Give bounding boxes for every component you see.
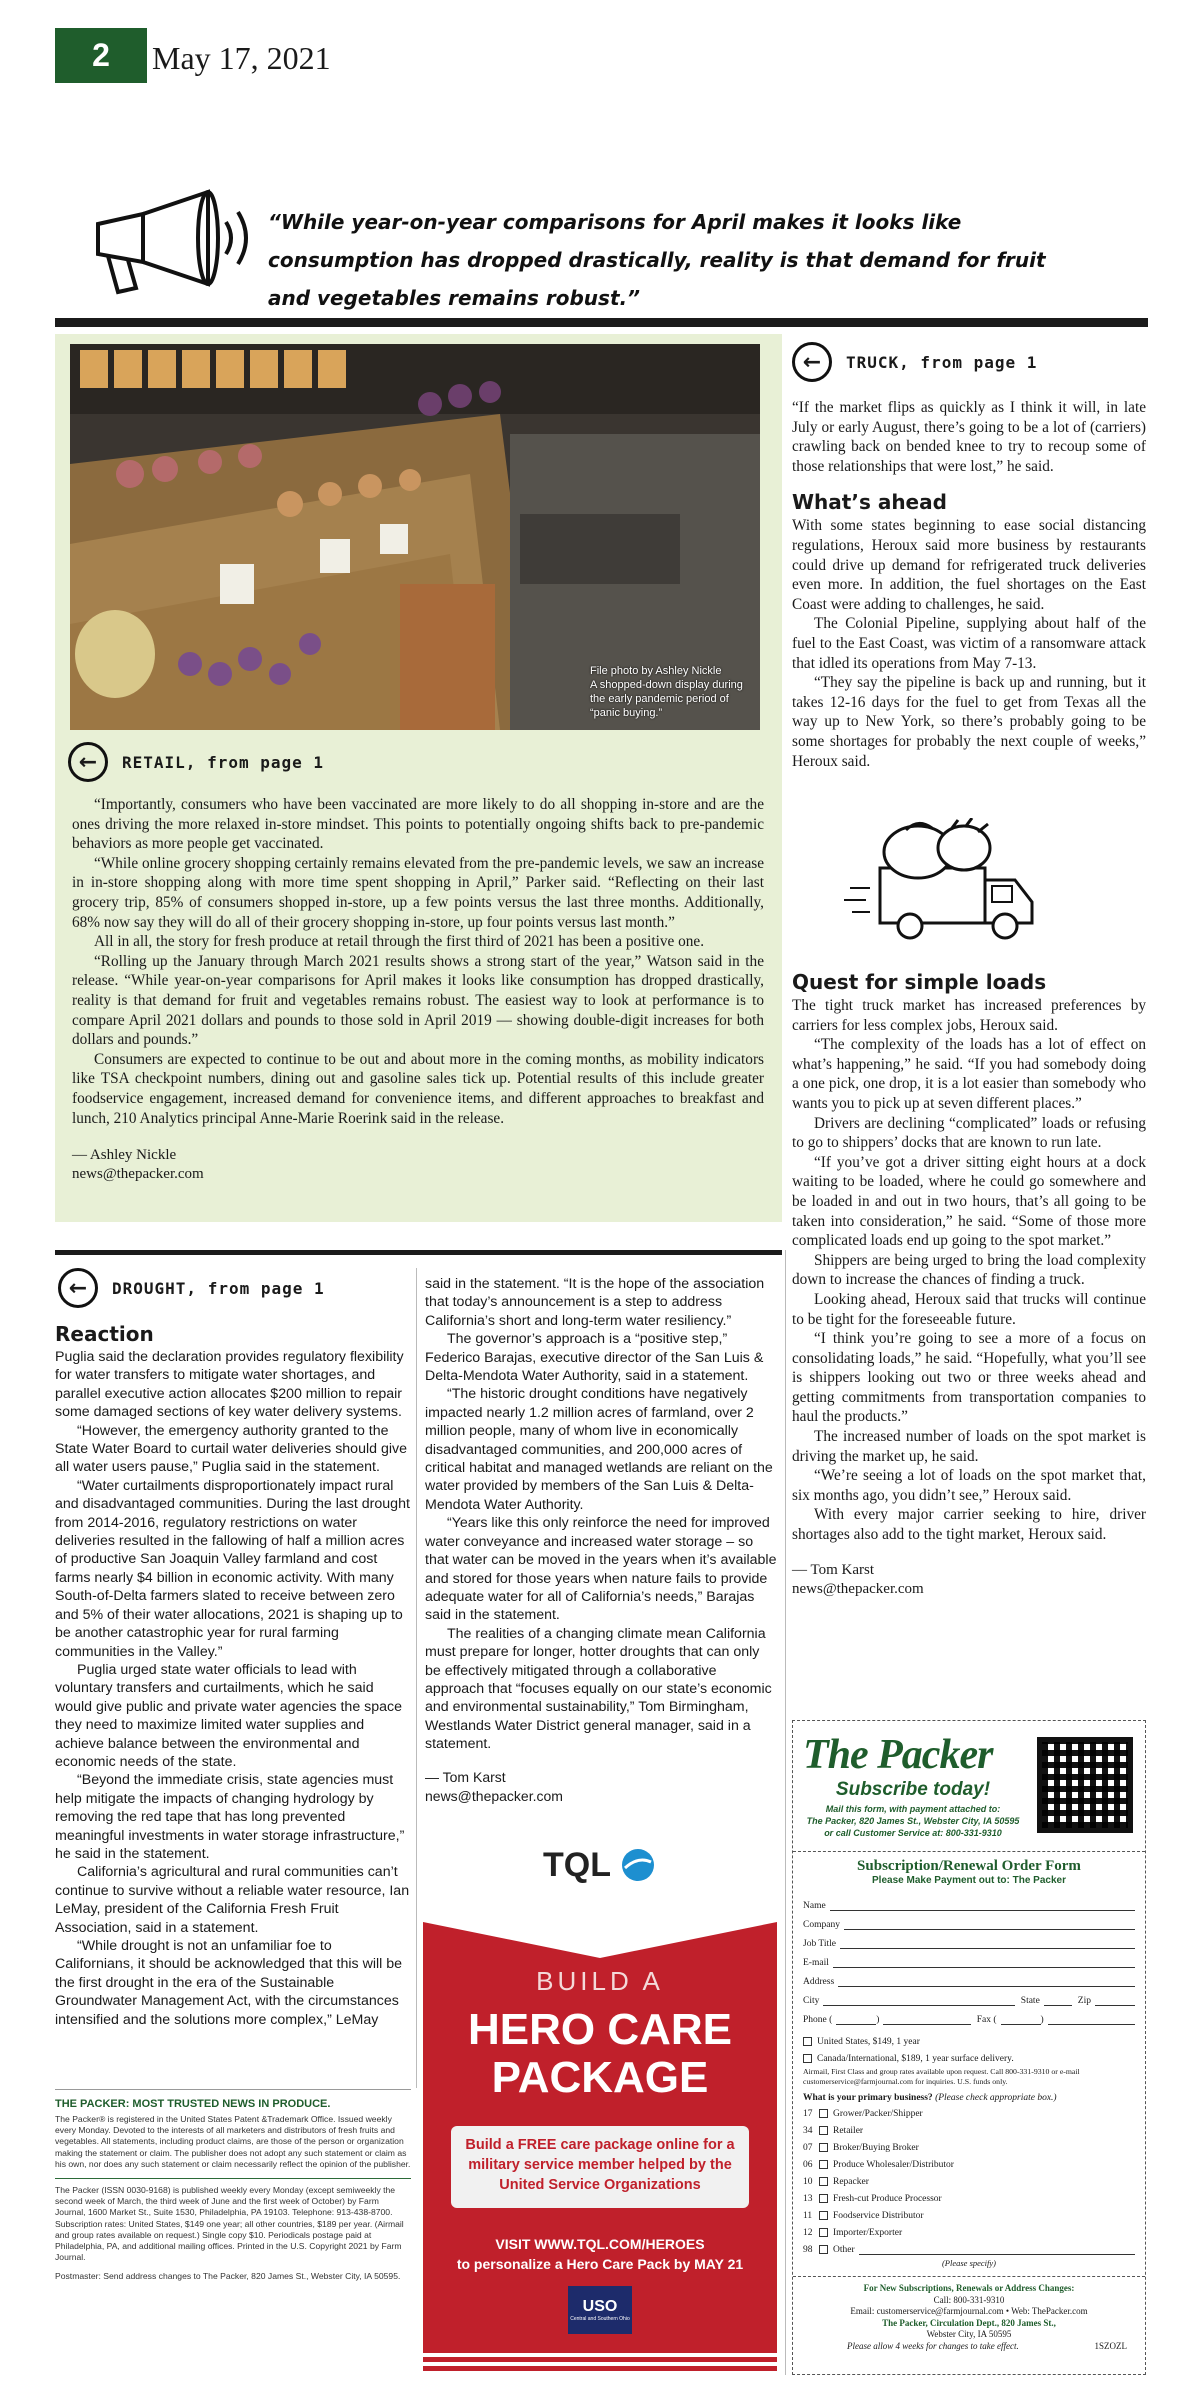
paragraph: “They say the pipeline is back up and running, but it takes 12-16 days for the fuel to get from Texas all the way up to New York, so there’s probably going to be some shortages for probably the next couple of weeks,” Heroux said.: [792, 674, 1146, 770]
byline-email[interactable]: news@thepacker.com: [792, 1580, 924, 1597]
footer-address-1: The Packer, Circulation Dept., 820 James St.,: [882, 2317, 1056, 2328]
paragraph: “While online grocery shopping certainly remains elevated from the pre-pandemic levels, we saw an increase in in-store shopping along with more time spent shopping in April,” Parker said. “Reflecting on their last grocery trip, 85% of consumers shopped in-store, up a few points versus the last three months. Additionally, 68% now say they will do all of their grocery shopping in-store, up four points versus last month.”: [72, 854, 764, 931]
masthead-box: [55, 2089, 411, 2365]
email-field[interactable]: E-mail: [803, 1949, 1135, 1968]
paragraph: Puglia urged state water officials to lead with voluntary transfers and curtailments, which he said would give public and private water agencies the space they need to maximize limited water supplies and achieve balance between the environmental and economic needs of the state.: [55, 1661, 403, 1770]
paragraph: “If the market flips as quickly as I think it will, in late July or early August, there’s going to be a lot of (carriers) crawling back on bended knee to try to recoup some of those relationships that were lost,” he said.: [792, 399, 1146, 475]
postmaster-note: Postmaster: Send address changes to The Packer, 820 James St., Webster City, IA 50595.: [55, 2271, 401, 2282]
paragraph: California’s agricultural and rural communities can’t continue to survive without a reliable water resource, Ian LeMay, president of the California Fresh Fruit Association, said in a statement.: [55, 1864, 410, 1936]
checkbox[interactable]: [819, 2245, 828, 2254]
paragraph: Drivers are declining “complicated” loads or refusing to go to shippers’ docks that are known to run late.: [792, 1114, 1146, 1152]
paragraph: The tight truck market has increased preferences by carriers for less complex jobs, Heroux said.: [792, 997, 1146, 1034]
business-option[interactable]: 17 Grower/Packer/Shipper: [803, 2108, 923, 2119]
qr-code-icon[interactable]: [1037, 1737, 1133, 1833]
checkbox[interactable]: [819, 2177, 828, 2186]
paragraph: The increased number of loads on the spot market is driving the market up, he said.: [792, 1428, 1146, 1465]
column-rule: [416, 1268, 417, 2088]
megaphone-icon: [88, 184, 258, 299]
photo-caption: File photo by Ashley Nickle A shopped-down display during the early pandemic period of “panic buying.”: [590, 665, 743, 719]
checkbox[interactable]: [819, 2194, 828, 2203]
paragraph: The governor’s approach is a “positive step,” Federico Barajas, executive director of the San Luis & Delta-Mendota Water Authority, said in a statement.: [425, 1331, 764, 1385]
drought-jump-header: [58, 1268, 325, 1308]
byline-email[interactable]: news@thepacker.com: [72, 1166, 204, 1183]
mail-line-3: or call Customer Service at: 800-331-9310: [824, 1828, 1002, 1838]
paragraph: Shippers are being urged to bring the load complexity down to increase the chances of finding a truck.: [792, 1251, 1146, 1289]
truck-jump-label: TRUCK, from page 1: [846, 352, 1038, 372]
business-option[interactable]: 12 Importer/Exporter: [803, 2227, 903, 2238]
paragraph: “While drought is not an unfamiliar foe to Californians, it should be acknowledged that this will be the first drought in the era of the Sustainable Groundwater Management Act, with the circumstances intensified and the solutions more complex,” LeMay: [55, 1938, 403, 2028]
subscription-order-form: [792, 1720, 1146, 2375]
checkbox[interactable]: [819, 2160, 828, 2169]
payable-line: Please Make Payment out to: The Packer: [872, 1875, 1066, 1886]
section-heading: Reaction: [55, 1322, 154, 1346]
option-intl[interactable]: Canada/International, $189, 1 year surface delivery.: [803, 2050, 1135, 2067]
footer-email[interactable]: Email: customerservice@farmjournal.com • Web: ThePacker.com: [850, 2306, 1088, 2316]
mail-line-1: Mail this form, with payment attached to:: [825, 1804, 1001, 1814]
paragraph: “The historic drought conditions have negatively impacted nearly 1.2 million acres of farmland, over 2 million people, many of whom live in economically disadvantaged communities, and 200,000 acres of critical habitat and managed wetlands are reliant on the water provided by members of the San Luis & Delta-Mendota Water Authority.: [425, 1386, 773, 1513]
drought-article-col2: [425, 1275, 779, 1806]
paragraph: Looking ahead, Heroux said that trucks will continue to be tight for the foreseeable future.: [792, 1290, 1146, 1328]
ad-url[interactable]: VISIT WWW.TQL.COM/HEROES: [495, 2236, 705, 2252]
uso-logo-text: USO: [582, 2298, 618, 2315]
paragraph: “Years like this only reinforce the need for improved water conveyance and increased water storage – so that water can be moved in the years when it’s available and stored for those years when nature fails to provide adequate water for all of California’s needs,” Barajas said in the statement.: [425, 1515, 777, 1624]
byline-author: — Tom Karst: [792, 1561, 875, 1578]
checkbox[interactable]: [819, 2228, 828, 2237]
checkbox[interactable]: [803, 2037, 812, 2046]
checkbox[interactable]: [819, 2109, 828, 2118]
business-option[interactable]: 13 Fresh-cut Produce Processor: [803, 2193, 942, 2204]
please-specify: (Please specify): [941, 2258, 997, 2268]
paragraph: “Water curtailments disproportionately impact rural and disadvantaged communities. During the last drought from 2014-2016, regulatory restrictions on water deliveries resulted in the fallowing of half a million acres of productive San Joaquin Valley farmland and cost farms nearly $4 billion in economic activity. With many South-of-Delta farmers slated to receive between zero and 5% of their water allocations, 2021 is shaping up to be another catastrophic year for rural farming communities in the Valley.”: [55, 1477, 410, 1660]
page-number: 2: [55, 28, 147, 83]
back-arrow-icon[interactable]: ←: [58, 1268, 98, 1308]
footer-call: Call: 800-331-9310: [933, 2294, 1005, 2305]
byline-email[interactable]: news@thepacker.com: [425, 1787, 563, 1804]
ad-build-text: BUILD A: [536, 1966, 664, 1996]
masthead-title: THE PACKER: MOST TRUSTED NEWS IN PRODUCE.: [55, 2098, 331, 2110]
business-option[interactable]: 11 Foodservice Distributor: [803, 2210, 924, 2221]
ad-deadline: to personalize a Hero Care Pack by MAY 21: [456, 2256, 744, 2272]
paragraph: All in all, the story for fresh produce at retail through the first third of 2021 has been a positive one.: [94, 933, 705, 951]
business-option[interactable]: 10 Repacker: [803, 2176, 869, 2187]
phone-fax-field[interactable]: Phone ( ) Fax ( ): [803, 2006, 1135, 2025]
section-rule: [55, 1250, 782, 1255]
section-heading: Quest for simple loads: [792, 970, 1047, 994]
paragraph: “Importantly, consumers who have been vaccinated are more likely to do all shopping in-store and are the ones driving the more relaxed in-store mindset. This points to potentially ongoing shifts back to pre-pandemic behaviors as more people get vaccinated.: [72, 796, 764, 853]
option-us[interactable]: United States, $149, 1 year: [803, 2033, 1135, 2050]
paragraph: “I think you’re going to see a more of a focus on consolidating loads,” he said. “Hopefully, what you’ll see is shippers looking out two or three weeks ahead and getting commitments from transportation companies to haul the products.”: [792, 1330, 1146, 1426]
footer-title: For New Subscriptions, Renewals or Address Changes:: [863, 2283, 1075, 2293]
byline-author: — Ashley Nickle: [72, 1147, 177, 1164]
paragraph: “The complexity of the loads has a lot of effect on what’s happening,” he said. “If you had somebody doing a one pick, one drop, it is a lot easier than somebody who wants you to pick up at seven different places.”: [792, 1036, 1146, 1112]
issue-date: May 17, 2021: [152, 40, 331, 76]
masthead-note: The Packer® is registered in the United States Patent &Trademark Office. Issued weekly every Monday. Devoted to the interests of all marketers and distributors of fresh fruits and vegetables. All statements, including product claims, are those of the person or organization making the statement or claim. The publisher does not adopt any such statement or claim as his own, nor does any such statement or claim necessarily reflect the opinion of the publisher.: [55, 2114, 411, 2169]
section-heading: What’s ahead: [792, 490, 947, 515]
back-arrow-icon[interactable]: ←: [792, 342, 832, 382]
ad-description: Build a FREE care package online for a military service member helped by the United Service Organizations: [451, 2126, 749, 2208]
uso-logo: [568, 2286, 632, 2334]
tql-hero-care-ad[interactable]: [423, 1826, 777, 2374]
paragraph: said in the statement. “It is the hope of the association that today’s announcement is a step to address California’s short and long-term water resiliency.”: [425, 1276, 765, 1329]
company-field[interactable]: Company: [803, 1911, 1135, 1930]
footer-code: 1SZOZL: [1094, 2340, 1127, 2351]
checkbox[interactable]: [819, 2143, 828, 2152]
the-packer-logo: The Packer: [803, 1732, 993, 1778]
paragraph: “Rolling up the January through March 2021 results shows a strong start of the year,” Watson said in the release. “While year-on-year comparisons for April makes it looks like consumption has dropped drastically, reality is that demand for fruit and vegetables remains robust. The easiest way to look at performance is to compare April 2021 dollars and pounds to those sold in April 2019 — showing double-digit increases for both dollars and pounds.”: [72, 952, 764, 1049]
pull-quote: “While year-on-year comparisons for April makes it looks like consumption has dropped drastically, reality is that demand for fruit and vegetables remains robust.”: [268, 210, 1046, 310]
produce-truck-icon: [840, 818, 1050, 948]
paragraph: “However, the emergency authority granted to the State Water Board to curtail water deliveries should give all water users pause,” Puglia said in the statement.: [55, 1422, 407, 1476]
paragraph: The Colonial Pipeline, supplying about half of the fuel to the East Coast, was victim of a ransomware attack that idled its operations from May 7-13.: [792, 615, 1146, 672]
mail-line-2: The Packer, 820 James St., Webster City, IA 50595: [806, 1816, 1020, 1826]
paragraph: “We’re seeing a lot of loads on the spot market that, six months ago, you didn’t see,” Heroux said.: [792, 1467, 1146, 1504]
byline-author: — Tom Karst: [425, 1768, 506, 1785]
tql-logo: TQL: [543, 1846, 611, 1884]
truck-article-top: [792, 398, 1146, 771]
name-field[interactable]: Name: [803, 1892, 1135, 1911]
section-rule: [55, 318, 1148, 327]
truck-article-bottom: [792, 962, 1146, 1599]
truck-jump-header: [792, 342, 1037, 382]
checkbox[interactable]: [819, 2126, 828, 2135]
paragraph: “If you’ve got a driver sitting eight hours at a dock waiting to be loaded, where he could go somewhere and be loaded in and out in two hours, that’s all going to be taken into consideration,” he said. “Some of those more complicated loads end up going to the spot market.”: [792, 1153, 1146, 1250]
business-option[interactable]: 06 Produce Wholesaler/Distributor: [803, 2159, 954, 2170]
retail-jump-label: RETAIL, from page 1: [122, 752, 325, 772]
uso-subtext: Central and Southern Ohio: [570, 2316, 630, 2322]
subscribe-title: Subscribe today!: [835, 1779, 991, 1800]
paragraph: “Beyond the immediate crisis, state agencies must help mitigate the impacts of changing hydrology by removing the red tape that has long prevented meaningful investments in water storage infrastructure,” he said in the statement.: [55, 1772, 405, 1862]
rates-note: Airmail, First Class and group rates available upon request. Call 800-331-9310 or e-mail customerservice@farmjournal.com for inquiries. U.S. funds only.: [803, 2067, 1080, 2086]
retail-jump-header: [68, 742, 324, 782]
business-question-note: (Please check appropriate box.): [935, 2093, 1057, 2103]
job-title-field[interactable]: Job Title: [803, 1930, 1135, 1949]
retail-article-body: [72, 795, 764, 1184]
paragraph: With every major carrier seeking to hire, driver shortages also add to the tight market, Heroux said.: [792, 1506, 1146, 1544]
business-option[interactable]: 98 Other: [803, 2241, 1135, 2258]
footer-allow: Please allow 4 weeks for changes to take effect.: [847, 2340, 1019, 2351]
drought-jump-label: DROUGHT, from page 1: [112, 1278, 325, 1298]
ad-headline: HERO CARE PACKAGE: [467, 2005, 733, 2102]
paragraph: Consumers are expected to continue to be out and about more in the coming months, as mobility indicators like TSA checkpoint numbers, dining out and gasoline sales tick up. Potential results of this include greater foodservice engagement, increased demand for convenience items, and different approaches to breakfast and lunch, 210 Analytics principal Anne-Marie Roerink said in the release.: [72, 1050, 764, 1127]
checkbox[interactable]: [819, 2211, 828, 2220]
footer-address-2: Webster City, IA 50595: [926, 2329, 1012, 2339]
drought-article-col1: [55, 1322, 411, 2029]
column-rule: [785, 1250, 786, 2375]
paragraph: Puglia said the declaration provides regulatory flexibility for water transfers to mitigate water shortages, and parallel executive action allocates $200 million to repair some damaged sections of key water delivery systems.: [55, 1349, 404, 1421]
back-arrow-icon[interactable]: ←: [68, 742, 108, 782]
publication-note: The Packer (ISSN 0030-9168) is published weekly every Monday (except semiweekly the second week of March, the third week of June and the first week of October) by Farm Journal, 1600 Market St., Suite 1530, Philadelphia, PA 19103. Telephone: 913-438-8700. Subscription rates: United States, $149 one year; all other countries, $189 per year. (Airmail and group rates available on request.) Single copy $10. Periodicals postage paid at Philadelphia, PA, and additional mailing offices. Printed in the U.S. Copyright 2021 by Farm Journal.: [55, 2185, 404, 2263]
address-field[interactable]: Address: [803, 1968, 1135, 1987]
business-question: What is your primary business?: [803, 2093, 933, 2103]
stripes: [423, 2348, 777, 2374]
paragraph: With some states beginning to ease social distancing regulations, Heroux said more business by restaurants could drive up demand for refrigerated truck deliveries even more. In addition, the fuel shortages on the East Coast were adding to challenges, he said.: [792, 517, 1146, 613]
form-title: Subscription/Renewal Order Form: [857, 1858, 1081, 1874]
business-list: [803, 2105, 1135, 2258]
city-state-zip-field[interactable]: City State Zip: [803, 1987, 1135, 2006]
paragraph: The realities of a changing climate mean California must prepare for longer, hotter droughts that can only be effectively mitigated through a collaborative approach that “focuses equally on our state’s economic and environmental sustainability,” Tom Birmingham, Westlands Water District general manager, said in a statement.: [425, 1625, 772, 1753]
tql-globe-icon: [621, 1848, 655, 1882]
checkbox[interactable]: [803, 2054, 812, 2063]
business-option[interactable]: 34 Retailer: [803, 2125, 864, 2136]
business-option[interactable]: 07 Broker/Buying Broker: [803, 2142, 919, 2153]
